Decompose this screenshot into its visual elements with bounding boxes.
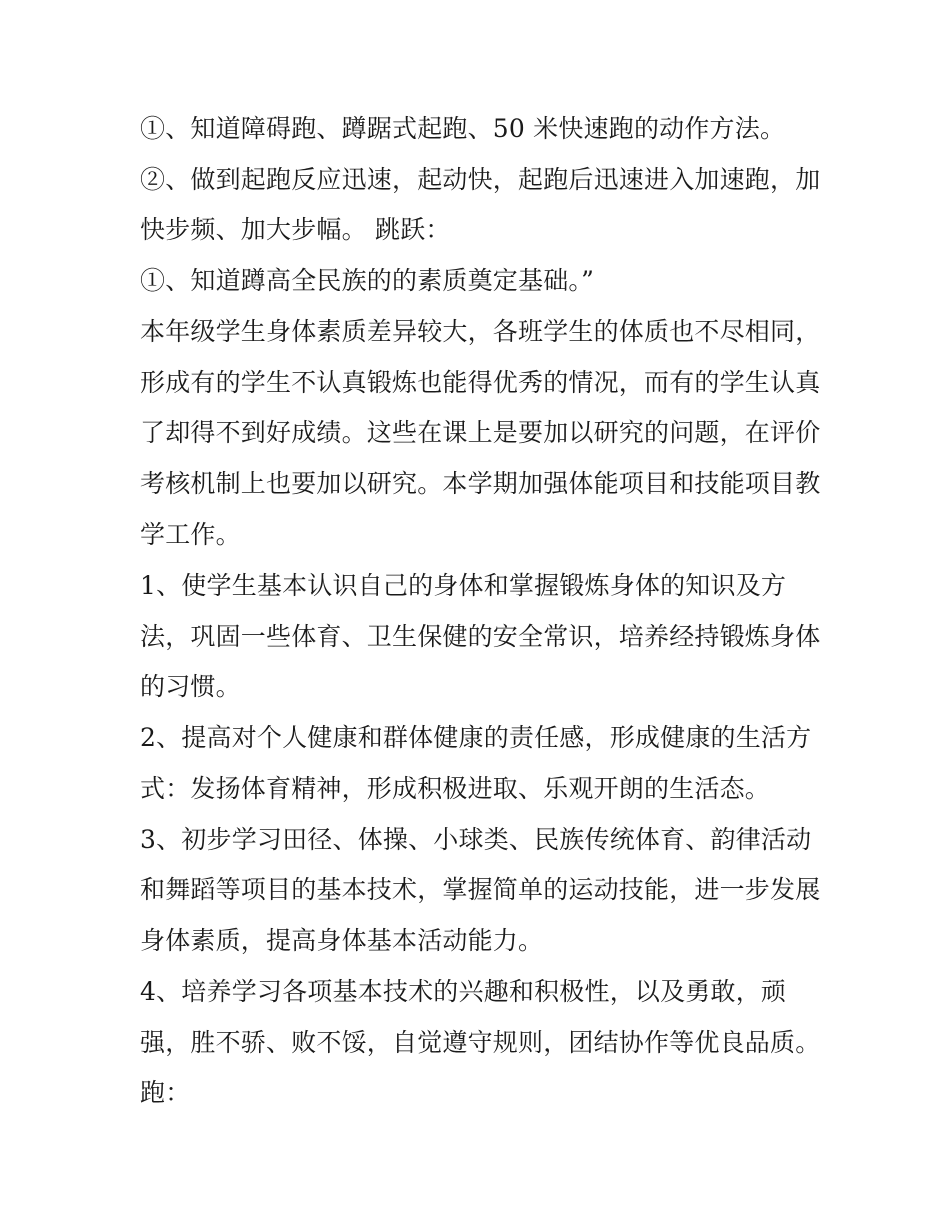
text-line: 的习惯。 bbox=[140, 672, 241, 701]
text-line: 本年级学生身体素质差异较大，各班学生的体质也不尽相同， bbox=[140, 317, 821, 346]
text-line: 快步频、加大步幅。 跳跃： bbox=[140, 215, 451, 244]
text-line: 考核机制上也要加以研究。本学期加强体能项目和技能项目教 bbox=[140, 469, 821, 498]
text-line: 强，胜不骄、败不馁，自觉遵守规则，团结协作等优良品质。 bbox=[140, 1028, 821, 1057]
text-line: 2、提高对个人健康和群体健康的责任感，形成健康的生活方 bbox=[140, 723, 812, 752]
text-line: ②、做到起跑反应迅速，起动快，起跑后迅速进入加速跑，加 bbox=[140, 165, 821, 194]
text-line: 和舞蹈等项目的基本技术，掌握简单的运动技能，进一步发展 bbox=[140, 875, 821, 904]
text-line: 了却得不到好成绩。这些在课上是要加以研究的问题，在评价 bbox=[140, 418, 821, 447]
text-line: 4、培养学习各项基本技术的兴趣和积极性，以及勇敢，顽 bbox=[140, 977, 787, 1006]
text-line: ①、知道蹲高全民族的的素质奠定基础。” bbox=[140, 266, 595, 295]
text-line: 法，巩固一些体育、卫生保健的安全常识，培养经持锻炼身体 bbox=[140, 622, 821, 651]
text-line: 形成有的学生不认真锻炼也能得优秀的情况，而有的学生认真 bbox=[140, 368, 821, 397]
text-line: ①、知道障碍跑、蹲踞式起跑、50 米快速跑的动作方法。 bbox=[140, 114, 786, 143]
text-line: 3、初步学习田径、体操、小球类、民族传统体育、韵律活动 bbox=[140, 825, 812, 854]
text-line: 1、使学生基本认识自己的身体和掌握锻炼身体的知识及方 bbox=[140, 571, 787, 600]
text-line: 身体素质，提高身体基本活动能力。 bbox=[140, 926, 544, 955]
text-line: 式：发扬体育精神，形成积极进取、乐观开朗的生活态。 bbox=[140, 774, 771, 803]
text-line: 跑： bbox=[140, 1078, 191, 1107]
text-line: 学工作。 bbox=[140, 520, 241, 549]
